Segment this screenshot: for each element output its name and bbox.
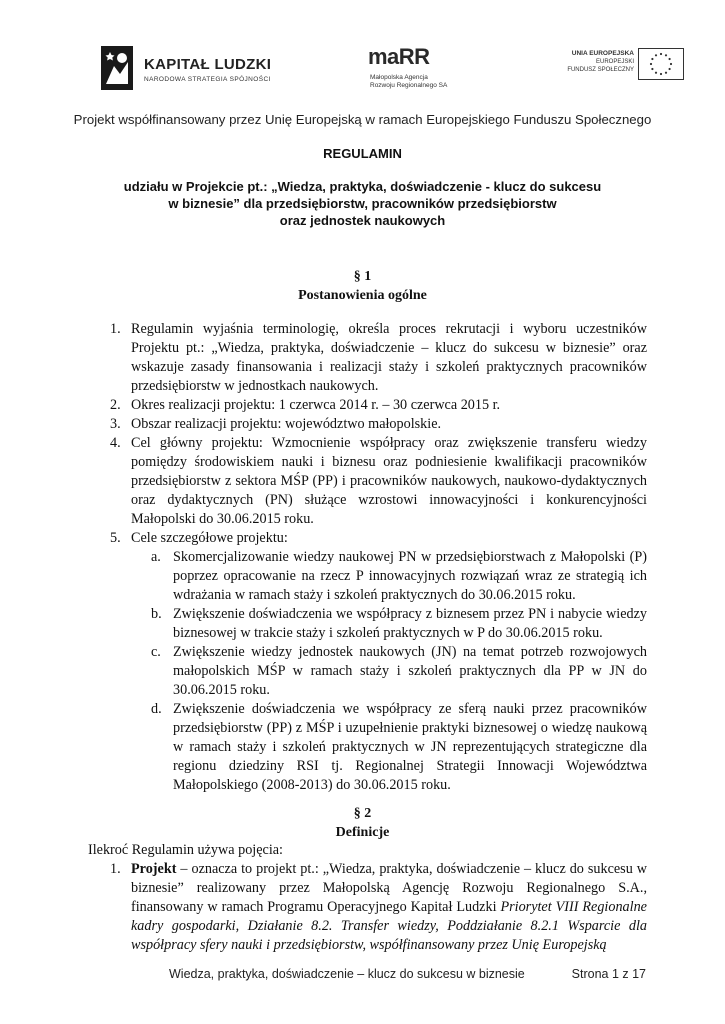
section1-header	[0, 267, 725, 305]
logo-header	[98, 40, 684, 100]
subtitle-line3: oraz jednostek naukowych	[279, 213, 446, 228]
sublist-item	[0, 605, 725, 643]
marr-subtitle-line2: Rozwoju Regionalnego SA	[370, 82, 448, 89]
sublist-item	[0, 643, 725, 700]
definition-text: – oznacza to projekt pt.: „Wiedza, praktyka, doświadczenie – klucz do sukcesu w biznesie” realizowany przez Małopolską Agencję Rozwoju Regionalnego S.A., finansowany w ramach Programu Operacyjnego Kapitał Ludzki	[131, 861, 647, 915]
list-item-text: Regulamin wyjaśnia terminologię, określa proces rekrutacji i wyboru uczestników Projektu pt.: „Wiedza, praktyka, doświadczenie – klucz do sukcesu w biznesie” oraz wskazuje zasady finansowania i realizacji staży i szkoleń praktycznych pracowników przedsiębiorstw w jednostkach naukowych.	[131, 321, 647, 394]
sublist-item-text: Zwiększenie doświadczenia we współpracy ze sferą nauki przez pracowników przedsiębiorstw (PP) z MŚP i uzupełnienie praktyki biznesowej o wiedzę naukową w ramach staży i szkoleń praktycznych w JN reprezentujących strategiczne dla regionu dziedziny RSI tj. Regionalnej Strategii Innowacji Województwa Małopolskiego (2008-2013) do 30.06.2015 roku.	[173, 701, 647, 793]
kapital-ludzki-emblem-icon	[98, 44, 136, 92]
definition-italic-text: Priorytet VIII Regionalne kadry gospodarki, Działanie 8.2. Transfer wiedzy, Poddziałanie 8.2.1 Wsparcie dla współpracy sfery nauki i przedsiębiorstw, współfinansowany przez Unię Europejską	[131, 899, 647, 953]
section1-list	[0, 320, 725, 548]
cofinancing-statement: Projekt współfinansowany przez Unię Europejską w ramach Europejskiego Funduszu Społecznego	[73, 112, 652, 127]
sublist-item-text: Skomercjalizowanie wiedzy naukowej PN w przedsiębiorstwach z Małopolski (P) poprzez opracowanie na rzecz P innowacyjnych rozwiązań wraz ze strategią ich wdrażania w ramach staży i szkoleń praktycznych do 30.06.2015 roku.	[173, 549, 647, 603]
marr-subtitle-line1: Małopolska Agencja	[370, 74, 428, 81]
section1-body	[0, 320, 725, 795]
kapital-ludzki-tagline: NARODOWA STRATEGIA SPÓJNOŚCI	[144, 76, 271, 83]
list-item	[0, 434, 725, 529]
list-item-number: 2.	[110, 397, 121, 413]
definition-item	[0, 860, 725, 955]
list-item-number: 3.	[110, 416, 121, 432]
sublist-item-letter: a.	[151, 549, 161, 565]
section2-intro: Ilekroć Regulamin używa pojęcia:	[88, 842, 284, 858]
list-item-number: 1.	[110, 321, 121, 337]
kapital-ludzki-name: KAPITAŁ LUDZKI	[144, 56, 272, 73]
footer-project-name: Wiedza, praktyka, doświadczenie – klucz do sukcesu w biznesie	[169, 967, 525, 981]
list-item-text: Obszar realizacji projektu: województwo małopolskie.	[131, 416, 442, 432]
list-item	[0, 529, 725, 548]
sublist-item-letter: c.	[151, 644, 161, 660]
list-item-text: Okres realizacji projektu: 1 czerwca 2014 r. – 30 czerwca 2015 r.	[131, 397, 501, 413]
section2-list	[0, 860, 725, 955]
list-item	[0, 415, 725, 434]
subtitle-line1: udziału w Projekcie pt.: „Wiedza, praktyka, doświadczenie - klucz do sukcesu	[123, 179, 602, 194]
sublist-item-text: Zwiększenie wiedzy jednostek naukowych (JN) na temat potrzeb rozwojowych małopolskich MŚP w ramach staży i szkoleń praktycznych dla PP w JN do 30.06.2015 roku.	[173, 644, 647, 698]
footer-page-number: Strona 1 z 17	[571, 967, 646, 981]
sublist-item-letter: b.	[151, 606, 162, 622]
eu-logo-line1: UNIA EUROPEJSKA	[571, 50, 634, 57]
eu-flag-icon	[638, 48, 684, 80]
document-subtitle	[0, 178, 725, 229]
sublist-item-letter: d.	[151, 701, 162, 717]
section2-heading: Definicje	[335, 825, 390, 840]
list-item	[0, 320, 725, 396]
marr-subtitle	[370, 74, 447, 90]
section2-body	[0, 841, 725, 955]
kapital-ludzki-logo	[98, 44, 288, 96]
list-item	[0, 396, 725, 415]
section1-heading: Postanowienia ogólne	[298, 288, 427, 303]
sublist-item	[0, 700, 725, 795]
document-title: REGULAMIN	[323, 146, 402, 161]
eu-logo-line3: FUNDUSZ SPOŁECZNY	[567, 67, 634, 73]
sublist-item	[0, 548, 725, 605]
list-item-text: Cel główny projektu: Wzmocnienie współpracy oraz zwiększenie transferu wiedzy pomiędzy środowiskiem nauki i biznesu oraz podniesienie kwalifikacji pracowników przedsiębiorstw z sektora MŚP (PP) i pracowników naukowych, naukowo-dydaktycznych oraz dydaktycznych (PN) służące wzrostowi innowacyjności i konkurencyjności Małopolski do 30.06.2015 roku.	[131, 435, 647, 527]
section2-header	[0, 804, 725, 842]
list-item-number: 5.	[110, 530, 121, 546]
eu-logo-line2: EUROPEJSKI	[595, 59, 634, 65]
eu-logo	[554, 48, 684, 96]
section2-sign: § 2	[353, 806, 372, 821]
eu-logo-text	[567, 50, 634, 74]
subtitle-line2: w biznesie” dla przedsiębiorstw, pracowników przedsiębiorstw	[168, 196, 557, 211]
section1-sublist	[0, 548, 725, 795]
marr-wordmark: maRR	[368, 44, 430, 69]
marr-logo	[368, 44, 478, 96]
sublist-item-text: Zwiększenie doświadczenia we współpracy z biznesem przez PN i nabycie wiedzy biznesowej w trakcie staży i szkoleń praktycznych w P do 30.06.2015 roku.	[173, 606, 647, 641]
list-item-number: 4.	[110, 435, 121, 451]
section1-sign: § 1	[353, 269, 372, 284]
definition-number: 1.	[110, 861, 121, 877]
list-item-text: Cele szczegółowe projektu:	[131, 530, 288, 546]
definition-term: Projekt	[131, 861, 177, 877]
